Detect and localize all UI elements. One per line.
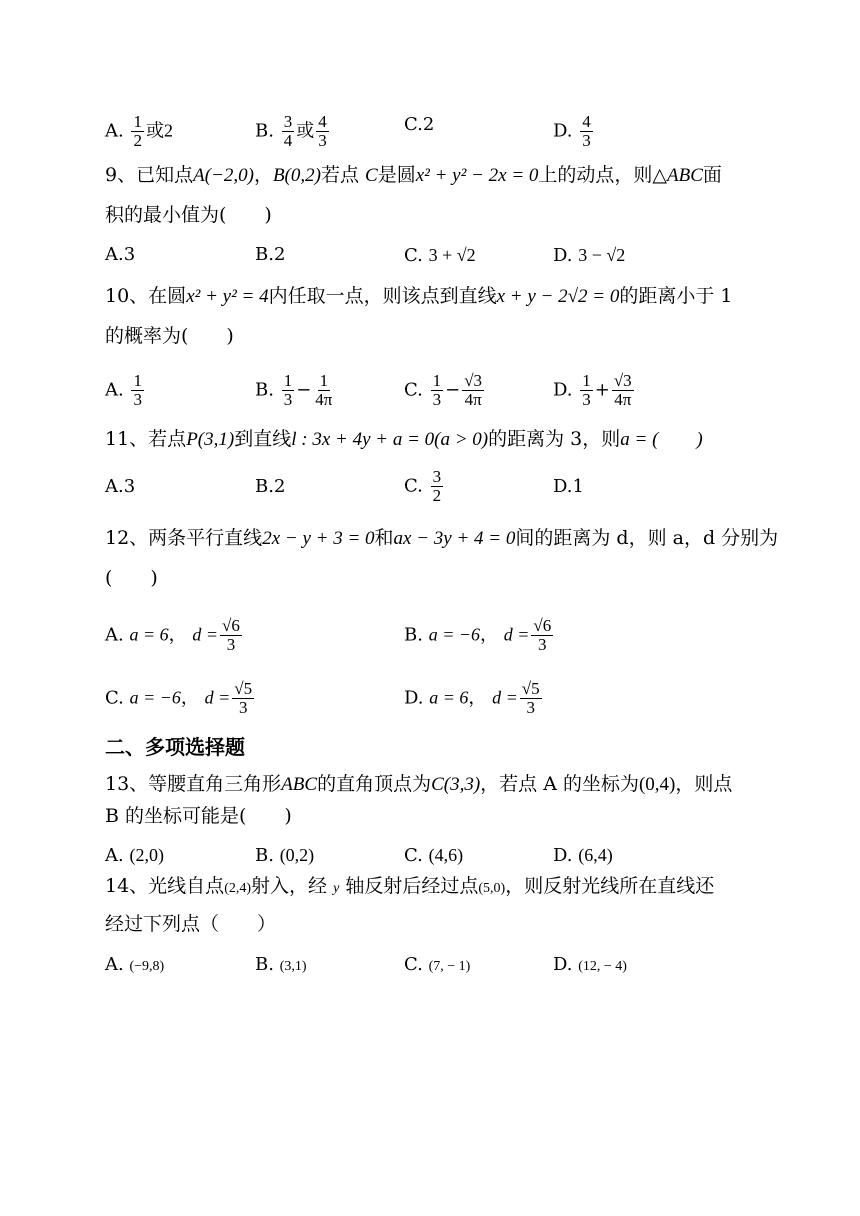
option-label: A. — [105, 120, 124, 142]
operator: − — [296, 379, 312, 401]
text: 和 — [374, 527, 394, 549]
value: (0,2) — [279, 845, 315, 865]
text: 上的动点，则△ — [538, 164, 668, 186]
denominator: 4 — [283, 131, 293, 150]
value: (3,1) — [279, 959, 307, 974]
option-label: C. — [404, 954, 423, 975]
denominator: 3 — [432, 390, 442, 409]
triangle-name: ABC — [667, 165, 703, 186]
line-equation: x + y − 2√2 = 0 — [496, 286, 620, 307]
text: 的距离为 3，则 — [488, 428, 621, 450]
denominator: 4π — [464, 390, 482, 409]
a-value: a = −6 — [428, 624, 480, 645]
fraction — [131, 113, 144, 150]
numerator: √3 — [464, 371, 483, 390]
option-label: D. — [553, 245, 573, 266]
numerator: 4 — [582, 112, 591, 131]
option-label: B. — [255, 476, 274, 497]
numerator: √5 — [521, 679, 540, 698]
q12-option-c — [105, 680, 256, 717]
option-label: D. — [404, 687, 424, 709]
q8-option-b — [255, 113, 331, 150]
section-heading: 二、多项选择题 — [105, 735, 245, 759]
d-prefix: d = — [192, 624, 219, 645]
text: 是圆 — [377, 164, 416, 186]
point-a: (0,4) — [638, 774, 676, 795]
text: 若点 — [320, 164, 359, 186]
value: (−9,8) — [129, 959, 165, 974]
q13-option-d — [553, 843, 613, 868]
denominator: 2 — [432, 486, 442, 505]
circle-equation: x² + y² = 4 — [186, 286, 269, 307]
denominator: 4π — [614, 390, 632, 409]
q9-option-a — [105, 243, 135, 267]
text: ，若点 A 的坐标为 — [480, 773, 639, 795]
text: 14、光线自点 — [105, 875, 225, 897]
a-value: a = 6 — [429, 687, 469, 708]
text: ， — [468, 687, 487, 709]
q14-option-a — [105, 953, 164, 979]
numerator: 1 — [133, 371, 142, 390]
point-1: (2,4) — [224, 881, 252, 896]
option-label: C. — [105, 687, 124, 709]
numerator: 3 — [283, 112, 293, 131]
value: 2 — [273, 244, 286, 265]
q13-option-a — [105, 843, 164, 868]
value: (4,6) — [428, 845, 464, 865]
q14-option-c — [404, 953, 470, 979]
option-label: A. — [105, 476, 124, 497]
denominator: 3 — [538, 635, 547, 654]
q12-stem-line1 — [105, 526, 778, 551]
fraction — [282, 113, 295, 150]
option-label: D. — [553, 954, 573, 975]
numerator: √6 — [222, 616, 240, 635]
q13-option-c — [404, 843, 463, 868]
value: (6,4) — [578, 845, 613, 865]
text: 的距离小于 1 — [619, 285, 733, 307]
q13-option-b — [255, 843, 314, 868]
q9-stem-line1 — [105, 163, 722, 188]
text: 射入，经 — [251, 875, 328, 897]
q11-option-a — [105, 475, 135, 499]
fraction — [313, 372, 334, 409]
fraction — [520, 680, 542, 717]
q8-option-c — [404, 113, 434, 137]
numerator: √3 — [613, 371, 632, 390]
q9-option-b — [255, 243, 285, 267]
q12-option-d — [404, 680, 544, 717]
q14-option-b — [255, 953, 307, 979]
q8-option-d — [553, 113, 595, 150]
fraction — [131, 372, 144, 409]
option-label: C. — [404, 475, 423, 497]
denominator: 4π — [315, 390, 333, 409]
option-label: B. — [255, 379, 274, 401]
q10-option-c — [404, 372, 486, 409]
denominator: 3 — [318, 131, 327, 150]
text: 9、已知点 — [105, 164, 194, 186]
point-b: B(0,2) — [272, 165, 321, 186]
denominator: 3 — [283, 390, 293, 409]
option-label: D. — [553, 379, 573, 401]
numerator: 1 — [432, 371, 442, 390]
text: 面 — [702, 164, 722, 186]
value: 3 — [123, 476, 136, 497]
denominator: 3 — [133, 390, 142, 409]
denominator: 3 — [582, 131, 591, 150]
text: 13、等腰直角三角形 — [105, 773, 282, 795]
q11-option-b — [255, 475, 285, 499]
option-label: A. — [105, 379, 124, 401]
q11-option-c — [404, 468, 445, 505]
q12-option-a — [105, 617, 244, 654]
axis-name: y — [333, 881, 340, 896]
numerator: 1 — [283, 371, 293, 390]
value: 3 − √2 — [578, 245, 626, 265]
q14-option-d — [553, 953, 627, 979]
q10-option-d — [553, 372, 636, 409]
fraction — [580, 372, 593, 409]
operator: + — [594, 379, 610, 401]
point-2: (5,0) — [478, 881, 506, 896]
q11-option-d — [553, 475, 584, 499]
value: 3 + √2 — [428, 245, 476, 265]
value: 2 — [163, 120, 173, 141]
q9-option-d — [553, 243, 625, 268]
text: 11、若点 — [105, 428, 187, 450]
a-value: a = 6 — [129, 624, 169, 645]
fraction — [316, 113, 329, 150]
triangle-name: ABC — [281, 774, 318, 795]
denominator: 3 — [582, 390, 591, 409]
text: 到直线 — [234, 428, 292, 450]
q12-option-b — [404, 617, 555, 654]
operator: − — [445, 379, 461, 401]
value: 2 — [273, 476, 286, 497]
text: ， — [168, 624, 187, 646]
point-a: A(−2,0) — [193, 165, 254, 186]
value: (7, − 1) — [428, 959, 471, 974]
text: 12、两条平行直线 — [105, 527, 263, 549]
point-c: C(3,3) — [431, 774, 481, 795]
option-label: D. — [553, 845, 573, 866]
q9-option-c — [404, 243, 476, 268]
conjunction: 或 — [145, 120, 164, 142]
q10-stem-line2: 的概率为( ) — [105, 325, 234, 347]
option-label: B. — [255, 244, 274, 265]
option-label: A. — [105, 845, 124, 866]
option-label: C. — [404, 379, 423, 401]
line2-equation: ax − 3y + 4 = 0 — [393, 528, 516, 549]
fraction — [612, 372, 634, 409]
numerator: 4 — [318, 112, 327, 131]
fraction — [232, 680, 254, 717]
denominator: 3 — [226, 635, 236, 654]
option-label: B. — [255, 954, 274, 975]
numerator: 3 — [432, 467, 442, 486]
d-prefix: d = — [503, 624, 530, 645]
option-label: B. — [255, 120, 274, 142]
option-label: C. — [404, 114, 423, 135]
text: 的直角顶点为 — [317, 773, 432, 795]
fraction — [462, 372, 484, 409]
text: 轴反射后经过点 — [345, 875, 479, 897]
q10-stem-line1 — [105, 284, 733, 309]
fraction — [282, 372, 295, 409]
q10-option-b — [255, 372, 336, 409]
q9-stem-line2: 积的最小值为( ) — [105, 204, 272, 226]
option-label: C. — [404, 845, 423, 866]
d-prefix: d = — [492, 687, 518, 708]
denominator: 3 — [526, 698, 535, 717]
option-label: A. — [105, 624, 124, 646]
question-ask: a = ( ) — [620, 429, 703, 450]
q13-stem-line1 — [105, 772, 732, 797]
value: 2 — [422, 114, 435, 135]
fraction — [431, 372, 444, 409]
numerator: 1 — [319, 371, 329, 390]
numerator: √5 — [234, 679, 253, 698]
q10-option-a — [105, 372, 146, 409]
conjunction: 或 — [296, 120, 315, 142]
point-p: P(3,1) — [186, 429, 235, 450]
denominator: 2 — [133, 131, 142, 150]
q11-stem — [105, 427, 703, 452]
q14-stem-line2: 经过下列点（ ） — [105, 913, 277, 935]
option-label: A. — [105, 954, 124, 975]
point-c: C — [365, 165, 378, 186]
option-label: D. — [553, 476, 573, 497]
text: ， — [253, 164, 273, 186]
text: ， — [479, 624, 498, 646]
q13-stem-line2: B 的坐标可能是( ) — [105, 805, 292, 827]
text: ，则反射光线所在直线还 — [505, 875, 715, 897]
numerator: 1 — [133, 112, 142, 131]
line-equation: l : 3x + 4y + a = 0(a > 0) — [291, 429, 489, 450]
denominator: 3 — [238, 698, 248, 717]
text: 10、在圆 — [105, 285, 187, 307]
circle-equation: x² + y² − 2x = 0 — [415, 165, 539, 186]
q8-option-a — [105, 113, 173, 150]
value: 1 — [572, 476, 584, 497]
a-value: a = −6 — [129, 687, 181, 708]
fraction — [580, 113, 593, 150]
text: 内任取一点，则该点到直线 — [268, 285, 497, 307]
option-label: C. — [404, 245, 423, 266]
option-label: B. — [404, 624, 423, 646]
numerator: 1 — [582, 371, 591, 390]
text: ， — [180, 687, 199, 709]
option-label: A. — [105, 244, 124, 265]
numerator: √6 — [533, 616, 552, 635]
line1-equation: 2x − y + 3 = 0 — [262, 528, 375, 549]
text: 间的距离为 d，则 a，d 分别为 — [515, 527, 779, 549]
fraction — [431, 468, 444, 505]
value: 3 — [123, 244, 136, 265]
fraction — [220, 617, 242, 654]
q12-stem-line2: ( ) — [105, 567, 158, 589]
text: ，则点 — [675, 773, 733, 795]
option-label: D. — [553, 120, 573, 142]
value: (2,0) — [129, 845, 164, 865]
value: (12, − 4) — [578, 959, 627, 974]
q14-stem-line1 — [105, 874, 714, 901]
d-prefix: d = — [204, 687, 231, 708]
option-label: B. — [255, 845, 274, 866]
fraction — [531, 617, 553, 654]
